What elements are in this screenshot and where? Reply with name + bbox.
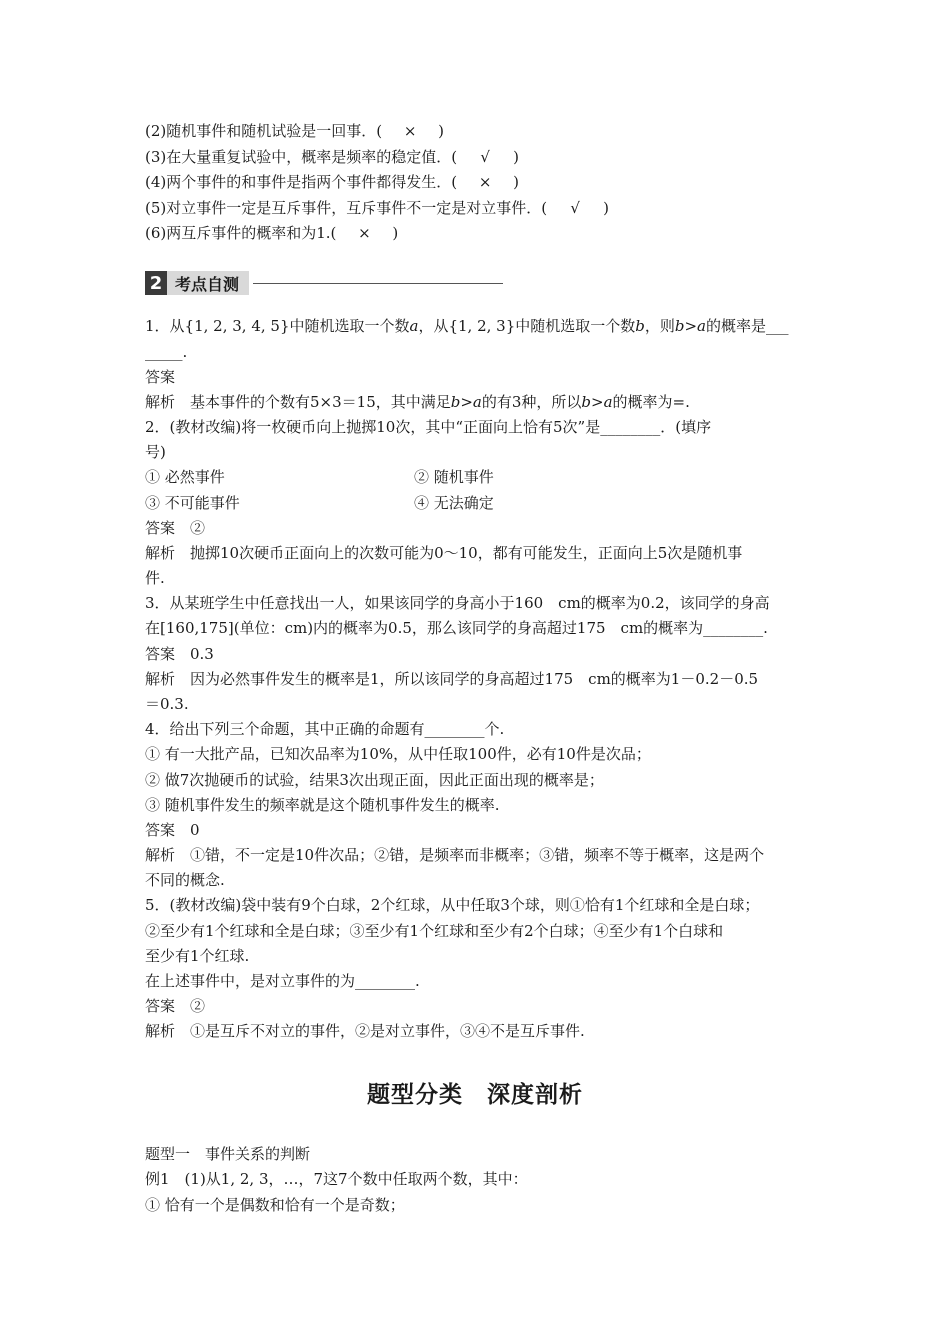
section-rule — [253, 283, 503, 284]
question-2-option: ① 必然事件 — [145, 468, 225, 486]
question-1-line: _____. — [145, 343, 188, 361]
question-4-answer: 答案 0 — [145, 821, 200, 839]
question-3-line: 3．从某班学生中任意找出一人，如果该同学的身高小于160 cm的概率为0.2，该同学的身高 — [145, 594, 770, 612]
question-2-option: ③ 不可能事件 — [145, 494, 240, 512]
question-5-line: 在上述事件中，是对立事件的为________. — [145, 972, 420, 990]
question-5-line: ②至少有1个红球和全是白球；③至少有1个红球和至少有2个白球；④至少有1个白球和 — [145, 922, 724, 940]
question-3-analysis: ＝0.3. — [145, 695, 189, 713]
section-title: 考点自测 — [167, 271, 249, 295]
section-header — [145, 270, 503, 296]
type-heading: 题型一 事件关系的判断 — [145, 1145, 311, 1163]
judgment-mark: √ — [570, 199, 580, 217]
section-number: 2 — [145, 271, 167, 295]
question-3-answer: 答案 0.3 — [145, 645, 214, 663]
question-5-answer: 答案 ② — [145, 997, 206, 1015]
judgment-item: (6)两互斥事件的概率和为1.( × ) — [145, 224, 399, 242]
question-5-line: 5．(教材改编)袋中装有9个白球，2个红球，从中任取3个球，则①恰有1个红球和全是白球； — [145, 896, 760, 914]
question-2-line: 号) — [145, 443, 166, 461]
example-line: 例1 (1)从1, 2, 3，…，7这7个数中任取两个数，其中： — [145, 1170, 528, 1188]
question-2-analysis: 件. — [145, 569, 165, 587]
judgment-item: (4)两个事件的和事件是指两个事件都得发生．( × ) — [145, 173, 519, 191]
question-2-option: ② 随机事件 — [414, 468, 494, 486]
question-3-analysis: 解析 因为必然事件发生的概率是1，所以该同学的身高超过175 cm的概率为1－0.2－0.5 — [145, 670, 759, 688]
question-2-answer: 答案 ② — [145, 519, 206, 537]
judgment-mark: × — [403, 122, 417, 140]
question-5-line: 至少有1个红球. — [145, 947, 250, 965]
question-4-proposition: ② 做7次抛硬币的试验，结果3次出现正面，因此正面出现的概率是； — [145, 771, 604, 789]
question-3-line: 在[160,175](单位：cm)内的概率为0.5，那么该同学的身高超过175 cm的概率为________. — [145, 619, 768, 637]
question-4-analysis: 解析 ①错，不一定是10件次品；②错，是频率而非概率；③错，频率不等于概率，这是两个 — [145, 846, 765, 864]
question-2-option: ④ 无法确定 — [414, 494, 494, 512]
judgment-item: (5)对立事件一定是互斥事件，互斥事件不一定是对立事件．( √ ) — [145, 199, 609, 217]
question-2-analysis: 解析 抛掷10次硬币正面向上的次数可能为0～10，都有可能发生，正面向上5次是随机事 — [145, 544, 743, 562]
question-5-analysis: 解析 ①是互斥不对立的事件，②是对立事件，③④不是互斥事件. — [145, 1022, 585, 1040]
example-item: ① 恰有一个是偶数和恰有一个是奇数； — [145, 1196, 405, 1214]
chapter-title: 题型分类 深度剖析 — [367, 1082, 583, 1108]
question-1-analysis: 解析 基本事件的个数有5×3＝15，其中满足b>a的有3种，所以b>a的概率为=. — [145, 393, 690, 411]
judgment-mark: √ — [480, 148, 490, 166]
question-4-line: 4．给出下列三个命题，其中正确的命题有________个. — [145, 720, 505, 738]
question-1-line: 1．从{1, 2, 3, 4, 5}中随机选取一个数a，从{1, 2, 3}中随机选取一个数b，则b>a的概率是___ — [145, 317, 789, 335]
judgment-mark: × — [478, 173, 492, 191]
question-1-answer: 答案 — [145, 368, 176, 386]
question-2-line: 2．(教材改编)将一枚硬币向上抛掷10次，其中“正面向上恰有5次”是________．(填序 — [145, 418, 712, 436]
question-4-proposition: ① 有一大批产品，已知次品率为10%，从中任取100件，必有10件是次品； — [145, 745, 651, 763]
judgment-mark: × — [358, 224, 371, 242]
judgment-item: (3)在大量重复试验中，概率是频率的稳定值．( √ ) — [145, 148, 519, 166]
question-4-proposition: ③ 随机事件发生的频率就是这个随机事件发生的概率. — [145, 796, 500, 814]
judgment-item: (2)随机事件和随机试验是一回事．( × ) — [145, 122, 444, 140]
question-4-analysis: 不同的概念. — [145, 871, 225, 889]
